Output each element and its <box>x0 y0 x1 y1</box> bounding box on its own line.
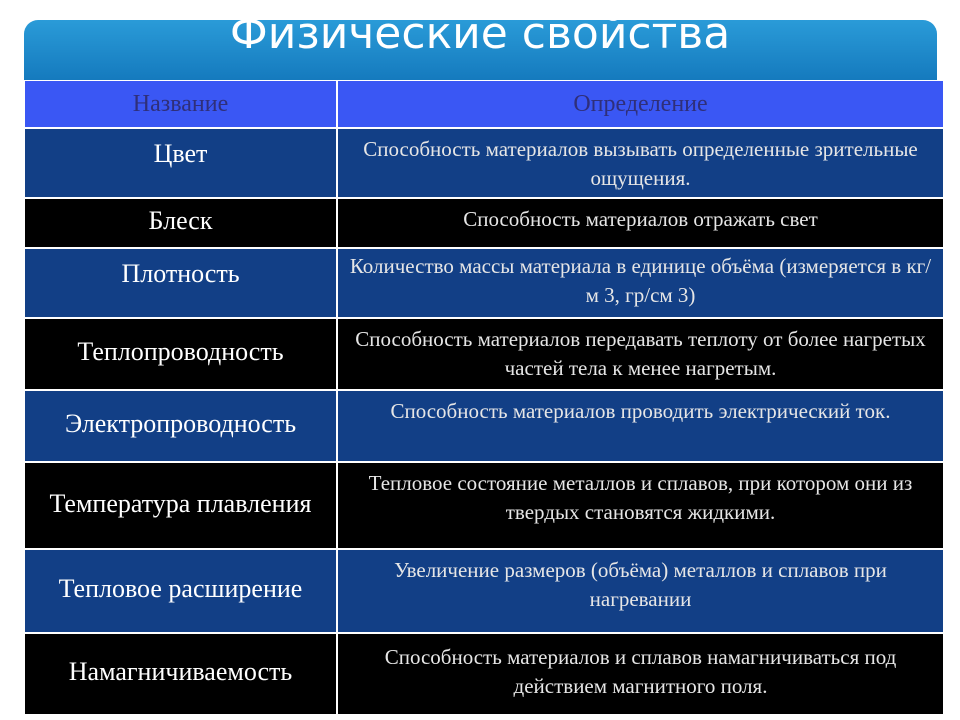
row-definition: Тепловое состояние металлов и сплавов, при котором они из твердых становятся жидкими. <box>337 462 944 549</box>
row-name: Цвет <box>24 128 337 198</box>
row-name: Тепловое расширение <box>24 549 337 633</box>
row-name: Температура плавления <box>24 462 337 549</box>
row-name: Блеск <box>24 198 337 248</box>
row-definition: Способность материалов отражать свет <box>337 198 944 248</box>
row-definition: Увеличение размеров (объёма) металлов и сплавов при нагревании <box>337 549 944 633</box>
slide-title: Физические свойства <box>229 8 731 59</box>
row-name: Теплопроводность <box>24 318 337 390</box>
row-name: Плотность <box>24 248 337 318</box>
header-definition: Определение <box>337 80 944 128</box>
row-definition: Количество массы материала в единице объёма (измеряется в кг/м 3, гр/см 3) <box>337 248 944 318</box>
row-definition: Способность материалов вызывать определенные зрительные ощущения. <box>337 128 944 198</box>
row-name: Электропроводность <box>24 390 337 462</box>
properties-table <box>24 80 944 715</box>
row-definition: Способность материалов и сплавов намагничиваться под действием магнитного поля. <box>337 633 944 715</box>
header-name: Название <box>24 80 337 128</box>
row-definition: Способность материалов проводить электрический ток. <box>337 390 944 462</box>
row-name: Намагничиваемость <box>24 633 337 715</box>
row-definition: Способность материалов передавать теплоту от более нагретых частей тела к менее нагретым. <box>337 318 944 390</box>
